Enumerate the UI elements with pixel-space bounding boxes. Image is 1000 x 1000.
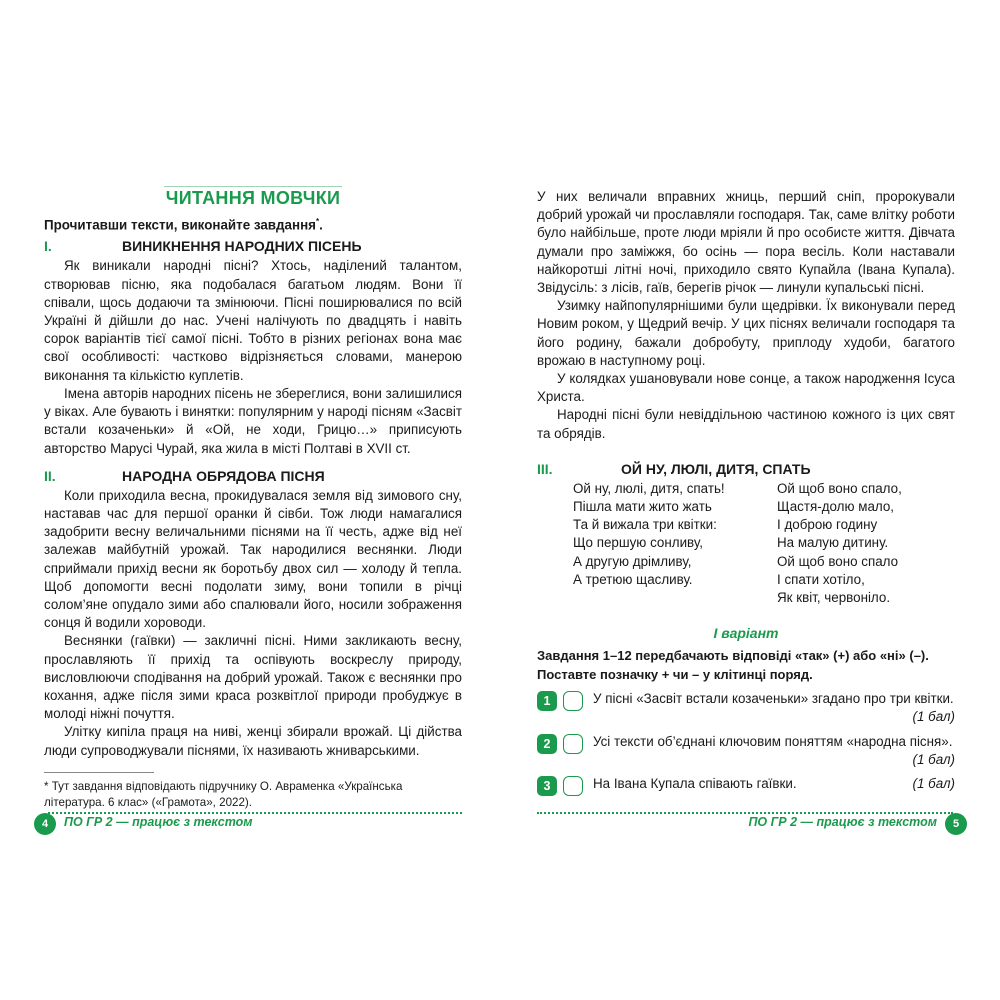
poem-line: Ой ну, люлі, дитя, спать! [573,480,725,496]
poem-line: Щастя-долю мало, [777,499,895,515]
intro-text: Прочитавши тексти, виконайте завдання [44,217,316,233]
poem-line: Ой щоб воно спало [777,553,899,569]
answer-checkbox[interactable] [563,734,583,754]
answer-checkbox[interactable] [563,691,583,711]
task-number-badge: 3 [537,776,557,796]
paragraph: Імена авторів народних пісень не збереглися, вони залишилися у віках. Але бувають і винятки: популярним у народі пісням «Засвіт встали козаченьки» й «Ой, не ходи, Грицю…» приписують авторство Марусі Чурай, яка жила в місті Полтаві в XVII ст. [44,385,462,456]
task-item [537,733,955,769]
poem-line: А третюю щасливу. [573,571,693,587]
poem-line: Як квіт, червоніло. [777,590,891,606]
task-score: (1 бал) [912,751,955,767]
task-instruction: Завдання 1–12 передбачають відповіді «так» (+) або «ні» (–). [537,648,929,664]
dotted-divider [48,812,462,814]
poem-line: На малую дитину. [777,535,889,551]
intro-end: . [319,217,323,233]
dotted-divider [537,812,953,814]
poem-line: Пішла мати жито жать [573,499,712,515]
poem-title: ОЙ НУ, ЛЮЛІ, ДИТЯ, СПАТЬ [621,460,811,477]
footnote-mark: * [315,217,320,226]
section-number: II. [44,467,56,484]
paragraph: Коли приходила весна, прокидувалася земля від зимового сну, наставав час для першої оранки й сівби. Тож люди намагалися задобрити весну величальними піснями на її честь, адже від неї залежав майбутній урожай. Так народилися веснянки. Люди сприймали прихід весни як боротьбу двох сил — холоду й тепла. Щоб допомогти весні подолати зиму, вони топили в річці солом’яне опудало зими або спалювали його, носили зображення сонця й водили хороводи. [44,487,462,631]
page-number-badge: 5 [945,813,967,835]
right-footer [537,812,967,834]
section-title: НАРОДНА ОБРЯДОВА ПІСНЯ [122,467,325,484]
task-statement: Усі тексти об’єднані ключовим поняттям «народна пісня». [593,733,953,749]
task-text [593,690,955,726]
intro-instruction [44,217,462,232]
page-number-badge: 4 [34,813,56,835]
footnote-divider [44,772,154,773]
poem-line: Та й вижала три квітки: [573,517,717,533]
variant-heading: І варіант [713,625,779,642]
paragraph: У колядках ушановували нове сонце, а також народження Ісуса Христа. [537,371,955,405]
left-footer [34,812,462,834]
task-score: (1 бал) [912,776,955,792]
task-number-badge: 2 [537,734,557,754]
paragraph: Узимку найпопулярнішими були щедрівки. Їх виконували перед Новим роком, у Щедрий вечір. У цих піснях величали господаря та його родину, бажали добробуту, приплоду худоби, багатого врожаю в наступному році. [537,298,955,368]
section-number: III. [537,460,553,477]
answer-checkbox[interactable] [563,776,583,796]
footnote: * Тут завдання відповідають підручнику О. Авраменка «Українська література. 6 клас» («Грамота», 2022). [44,779,403,809]
section-title: ВИНИКНЕННЯ НАРОДНИХ ПІСЕНЬ [122,238,362,255]
right-page [537,188,955,796]
section-number: I. [44,238,52,255]
section-1-heading [44,238,462,254]
task-statement: На Івана Купала співають гаївки. [593,776,797,792]
paragraph: Народні пісні були невіддільною частиною кожного із цих свят та обрядів. [537,407,955,441]
task-item [537,690,955,726]
page-title-text: ЧИТАННЯ МОВЧКИ [165,188,341,208]
section-3-heading [537,461,955,477]
poem [537,480,955,607]
poem-line: І спати хотіло, [777,571,865,587]
paragraph: Як виникали народні пісні? Хтось, наділений талантом, створював пісню, яка подобалася багатьом людям. Вони її співали, щось додаючи та змінюючи. Пісні поширювалися по всій Україні й дійшли до нас. Учені налічують по двадцять і навіть сорок варіантів тієї самої пісні. Тобто в різних регіонах вона має свої особливості: частково відрізняється словами, манерою виконання та кількістю куплетів. [44,258,462,383]
poem-stanza-1 [537,480,777,607]
poem-line: Ой щоб воно спало, [777,480,902,496]
task-statement: У пісні «Засвіт встали козаченьки» згадано про три квітки. [593,691,954,707]
task-item [537,775,955,796]
poem-stanza-2 [777,480,902,607]
task-text [593,733,955,769]
poem-line: І доброю годину [777,517,878,533]
poem-line: А другую дрімливу, [573,553,692,569]
footer-caption: ПО ГР 2 — працює з текстом [64,815,253,829]
task-text [593,775,955,793]
left-page [44,188,462,811]
paragraph: У них величали вправних жниць, перший сніп, пророкували добрий урожай чи прославляли господаря. Так, саме влітку роботи було найбільше, проте люди мріяли й про особисте життя. Дівчата думали про заміжжя, бо осінь — пора весіль. Коли наставали найкоротші літні ночі, приходило свято Купайла (Івана Купала). Звідусіль: з лісів, гаїв, берегів річок — линули купальські пісні. [537,189,955,296]
task-number-badge: 1 [537,691,557,711]
paragraph: Улітку кипіла праця на ниві, женці збирали врожай. Ці дійства люди супроводжували піснями, їх називають жниварськими. [44,724,462,758]
paragraph: Веснянки (гаївки) — закличні пісні. Ними закликають весну, прославляють її прихід та оспівують воскреслу природу, висловлюючи сподівання на добрий урожай. Також є веснянки про кохання, адже після зими краса розквітлої природи пробуджує в молоді ніжні почуття. [44,633,462,722]
poem-line: Що першую сонливу, [573,535,703,551]
task-score: (1 бал) [912,709,955,725]
section-2-heading [44,468,462,484]
page-title [44,188,462,213]
task-instruction: Поставте позначку + чи – у клітинці поряд. [537,666,813,682]
footer-caption: ПО ГР 2 — працює з текстом [748,815,937,829]
